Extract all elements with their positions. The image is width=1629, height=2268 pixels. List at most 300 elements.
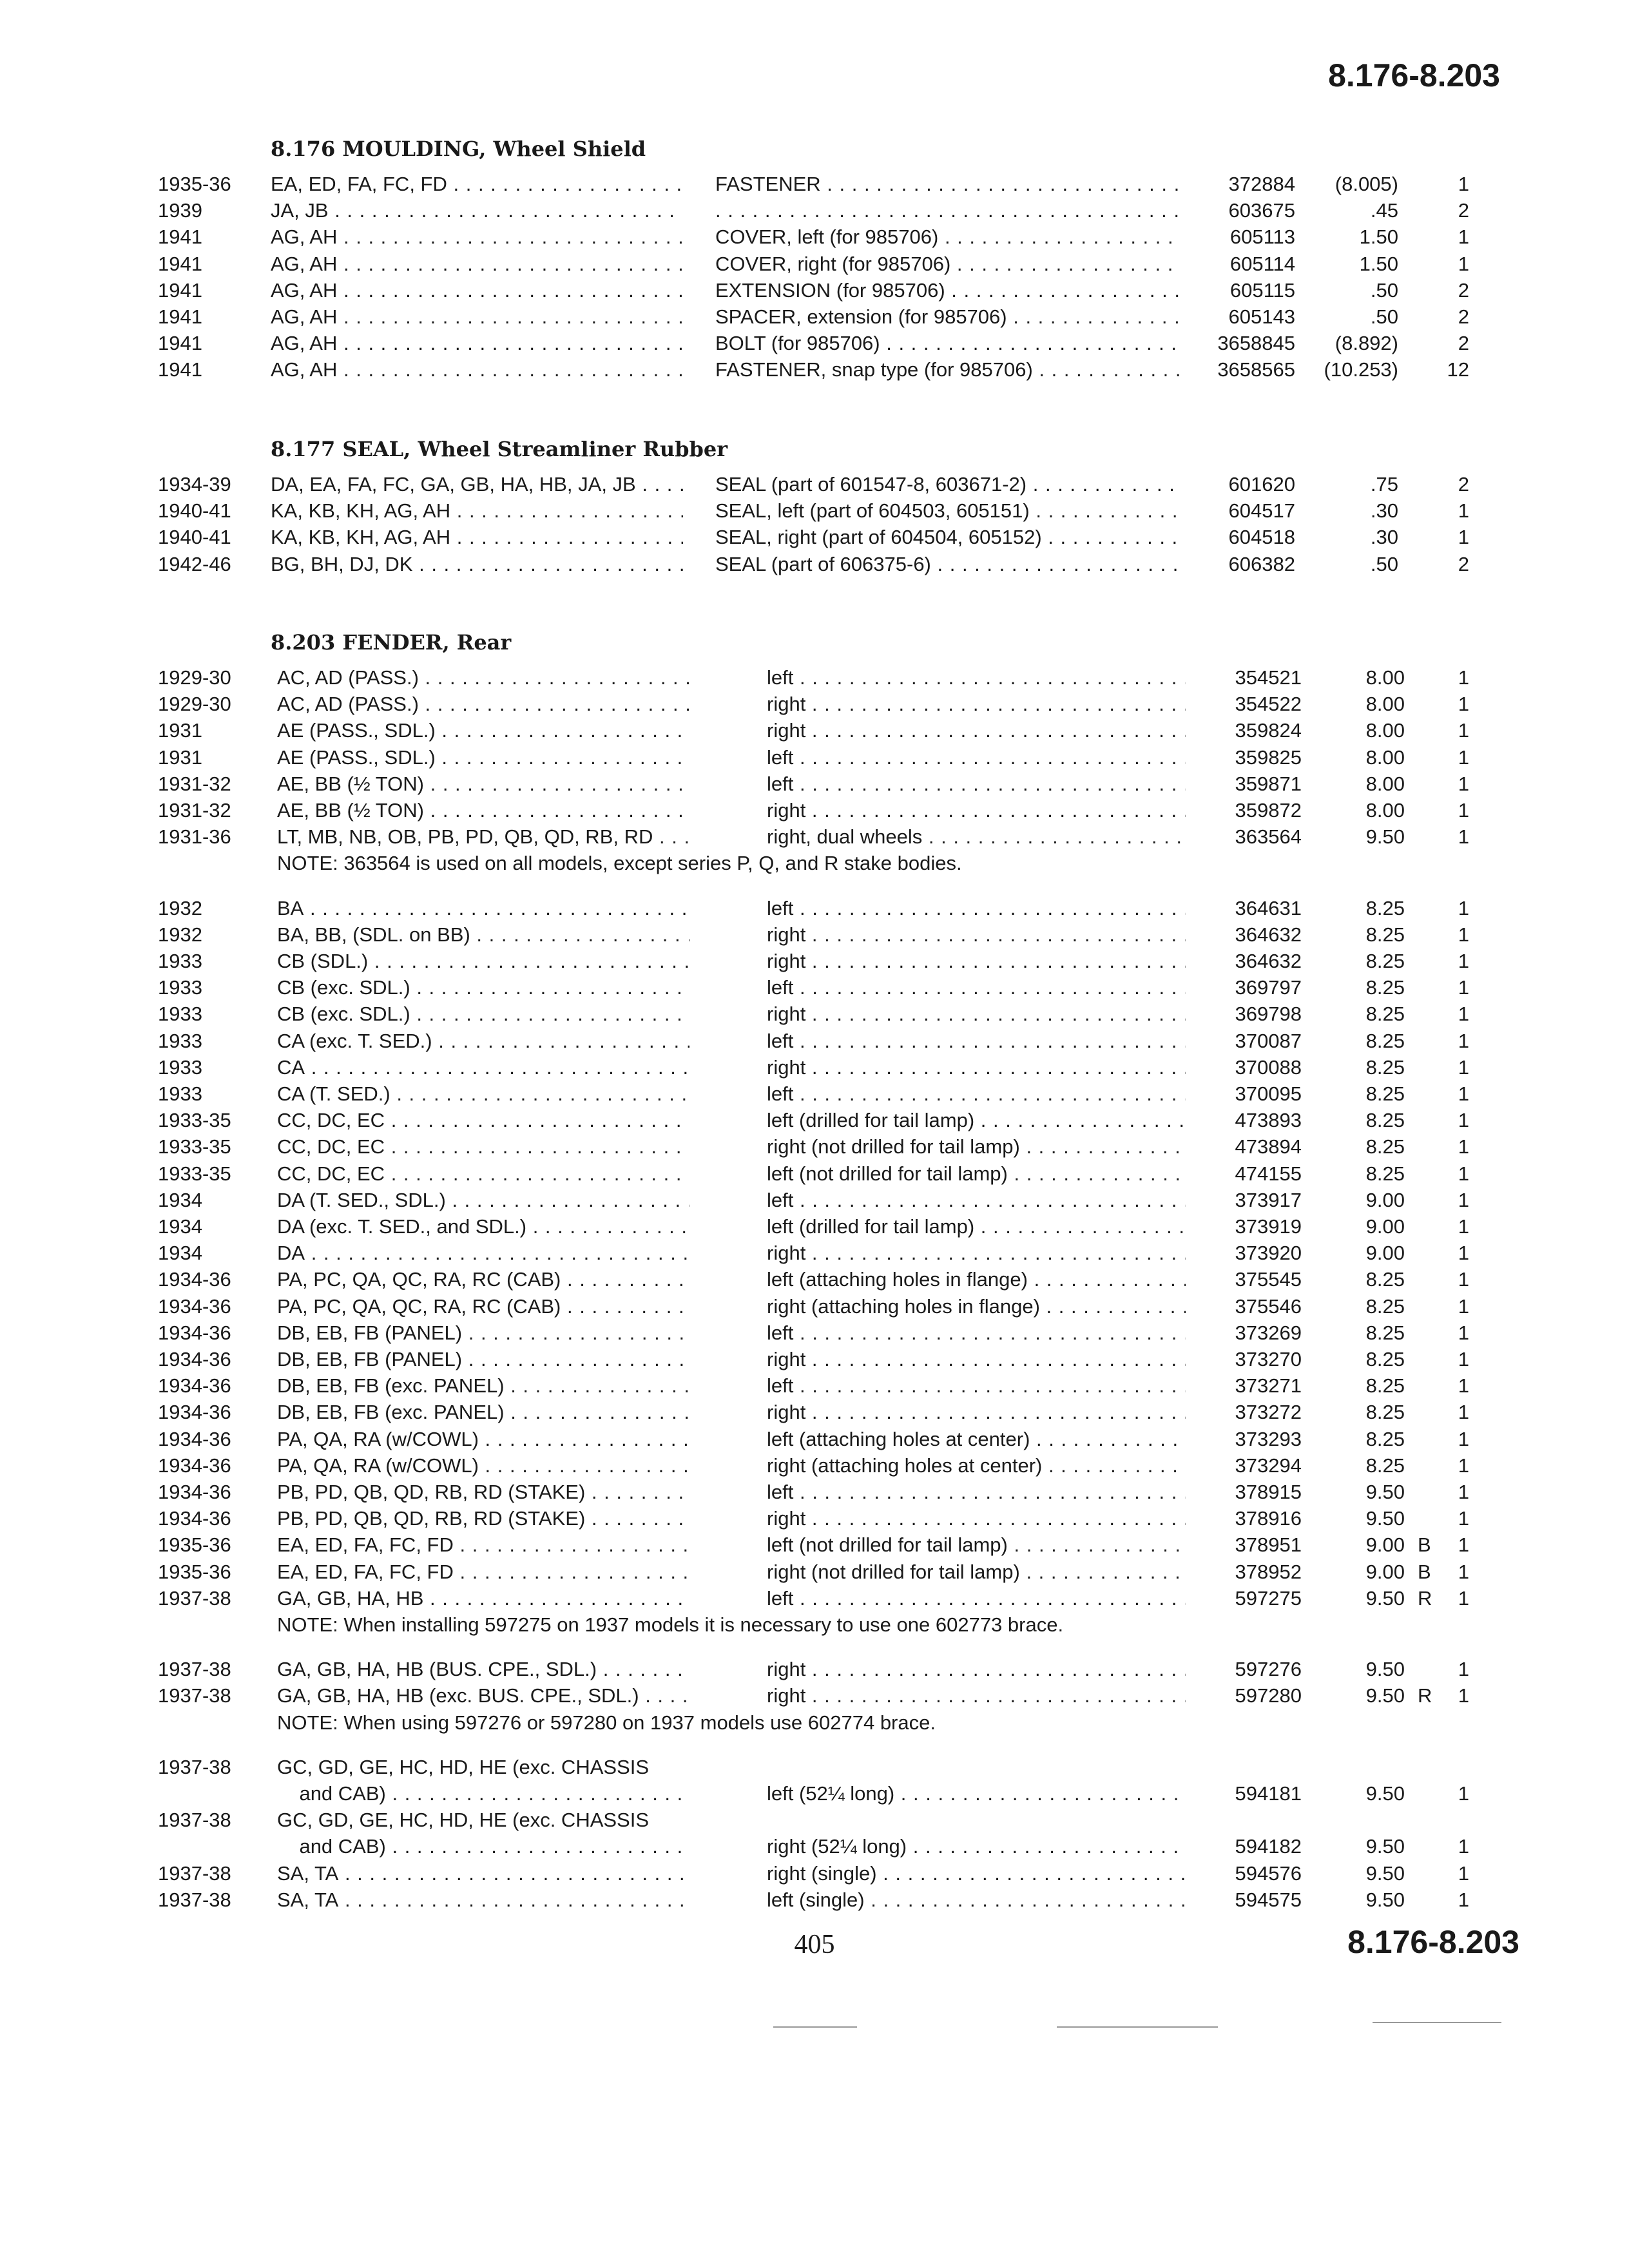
catalog-row	[0, 1782, 1629, 1808]
row-part-number: 473893	[1235, 1109, 1302, 1132]
row-models: SA, TA . . .	[277, 1862, 689, 1885]
row-part-number: 603675	[1228, 199, 1295, 222]
row-quantity: 1	[1458, 923, 1469, 946]
catalog-row	[0, 923, 1629, 949]
catalog-row	[0, 226, 1629, 251]
row-price: 9.50	[1365, 1888, 1405, 1911]
row-part-number: 594182	[1235, 1835, 1302, 1858]
row-flag: R	[1418, 1586, 1432, 1610]
row-models: PB, PD, QB, QD, RB, RD (STAKE) . . .	[277, 1481, 689, 1504]
row-quantity: 2	[1458, 552, 1469, 575]
row-description: left . . .	[767, 1321, 1186, 1345]
row-price: 9.50	[1365, 1782, 1405, 1805]
row-models: LT, MB, NB, OB, PB, PD, QB, QD, RB, RD . . .	[277, 825, 689, 849]
catalog-row	[0, 950, 1629, 975]
row-quantity: 1	[1458, 976, 1469, 999]
catalog-row	[0, 1321, 1629, 1347]
row-year: 1941	[158, 226, 202, 249]
catalog-row	[0, 1348, 1629, 1374]
row-year: 1941	[158, 358, 202, 381]
catalog-row	[0, 1835, 1629, 1861]
row-price: 8.25	[1365, 1003, 1405, 1026]
row-price: 9.50	[1365, 1586, 1405, 1610]
row-description: COVER, left (for 985706) . . .	[715, 226, 1179, 249]
row-description: left . . .	[767, 773, 1186, 796]
row-year: 1931	[158, 745, 202, 769]
catalog-row	[0, 1189, 1629, 1215]
row-quantity: 1	[1458, 1481, 1469, 1503]
row-part-number: 604518	[1228, 526, 1295, 549]
row-description: left (52¼ long) . . .	[767, 1782, 1186, 1805]
row-part-number: 606382	[1228, 552, 1295, 575]
row-year: 1942-46	[158, 552, 231, 575]
row-year: 1934-36	[158, 1348, 231, 1370]
row-quantity: 1	[1458, 1294, 1469, 1318]
row-models: PA, PC, QA, QC, RA, RC (CAB) . . .	[277, 1268, 689, 1291]
row-year: 1931-36	[158, 825, 231, 849]
row-models: GA, GB, HA, HB (BUS. CPE., SDL.) . . .	[277, 1658, 689, 1681]
row-description: left (single) . . .	[767, 1888, 1186, 1912]
row-models: PA, QA, RA (w/COWL) . . .	[277, 1454, 689, 1477]
row-part-number: 597275	[1235, 1586, 1302, 1610]
catalog-row	[0, 1587, 1629, 1613]
row-year: 1933	[158, 1003, 202, 1026]
row-description: left . . .	[767, 897, 1186, 920]
row-year: 1933	[158, 1082, 202, 1105]
catalog-row	[0, 1030, 1629, 1055]
row-quantity: 1	[1458, 1321, 1469, 1344]
row-models: and CAB) . . .	[277, 1782, 689, 1805]
row-part-number: 369797	[1235, 976, 1302, 999]
row-price: .30	[1370, 499, 1398, 523]
row-part-number: 373271	[1235, 1374, 1302, 1398]
row-year: 1931	[158, 719, 202, 742]
row-quantity: 1	[1458, 825, 1469, 849]
row-quantity: 1	[1458, 1586, 1469, 1610]
row-quantity: 1	[1458, 1268, 1469, 1291]
catalog-row	[0, 825, 1629, 851]
row-quantity: 1	[1458, 799, 1469, 822]
row-models: GA, GB, HA, HB (exc. BUS. CPE., SDL.) . . .	[277, 1684, 689, 1707]
catalog-row	[0, 253, 1629, 278]
row-price: 8.25	[1365, 1374, 1405, 1398]
row-description: SEAL, right (part of 604504, 605152) . . .	[715, 526, 1179, 549]
row-quantity: 2	[1458, 473, 1469, 495]
row-description: right (attaching holes at center) . . .	[767, 1454, 1186, 1477]
row-price: .50	[1370, 305, 1398, 328]
row-price: 8.25	[1365, 1135, 1405, 1158]
row-year: 1934-36	[158, 1427, 231, 1450]
row-part-number: 605143	[1228, 305, 1295, 328]
row-quantity: 1	[1458, 499, 1469, 523]
catalog-row	[0, 1507, 1629, 1533]
row-description: FASTENER . . .	[715, 173, 1179, 196]
row-price: 9.50	[1365, 825, 1405, 849]
row-flag: B	[1418, 1560, 1431, 1583]
row-models: AE (PASS., SDL.) . . .	[277, 746, 689, 769]
row-description: left . . .	[767, 1587, 1186, 1610]
row-models: DB, EB, FB (PANEL) . . .	[277, 1348, 689, 1371]
row-quantity: 1	[1458, 1888, 1469, 1911]
catalog-row	[0, 1162, 1629, 1188]
row-quantity: 2	[1458, 199, 1469, 222]
row-models: CC, DC, EC . . .	[277, 1135, 689, 1158]
row-flag: B	[1418, 1533, 1431, 1557]
row-price: 8.25	[1365, 1109, 1405, 1132]
row-quantity: 1	[1458, 1055, 1469, 1079]
row-part-number: 373919	[1235, 1215, 1302, 1238]
row-price: 9.50	[1365, 1684, 1405, 1707]
row-models: BA, BB, (SDL. on BB) . . .	[277, 923, 689, 947]
row-price: 8.25	[1365, 976, 1405, 999]
row-year: 1940-41	[158, 499, 231, 523]
row-year: 1937-38	[158, 1586, 231, 1610]
row-part-number: 378915	[1235, 1481, 1302, 1503]
row-price: 8.00	[1365, 772, 1405, 795]
bottom-rule	[1057, 2026, 1218, 2028]
row-part-number: 594576	[1235, 1861, 1302, 1885]
catalog-row	[0, 897, 1629, 923]
row-models: CC, DC, EC . . .	[277, 1109, 689, 1132]
row-price: 8.25	[1365, 1348, 1405, 1370]
bottom-rule	[1373, 2022, 1501, 2023]
row-price: .50	[1370, 552, 1398, 575]
row-quantity: 1	[1458, 173, 1469, 195]
row-price: 8.25	[1365, 950, 1405, 972]
row-part-number: 3658565	[1217, 358, 1295, 381]
row-price: (8.005)	[1335, 173, 1398, 195]
row-year: 1937-38	[158, 1809, 231, 1832]
row-part-number: 373272	[1235, 1401, 1302, 1424]
row-description: left . . .	[767, 976, 1186, 999]
catalog-note: NOTE: When using 597276 or 597280 on 1937 models use 602774 brace.	[277, 1711, 936, 1734]
row-description: right . . .	[767, 1056, 1186, 1079]
row-description: right . . .	[767, 1658, 1186, 1681]
row-part-number: 373270	[1235, 1348, 1302, 1370]
row-description: right . . .	[767, 923, 1186, 947]
row-description: right . . .	[767, 719, 1186, 742]
catalog-row	[0, 526, 1629, 552]
row-models: AE, BB (½ TON) . . .	[277, 799, 689, 822]
row-price: 9.00	[1365, 1188, 1405, 1211]
catalog-row	[0, 1215, 1629, 1241]
row-year: 1937-38	[158, 1658, 231, 1681]
row-quantity: 1	[1458, 1215, 1469, 1238]
catalog-row	[0, 473, 1629, 499]
row-description: left (not drilled for tail lamp) . . .	[767, 1162, 1186, 1186]
row-price: 8.00	[1365, 799, 1405, 822]
row-part-number: 373293	[1235, 1427, 1302, 1450]
row-models: BG, BH, DJ, DK . . .	[271, 553, 683, 576]
row-year: 1933-35	[158, 1162, 231, 1185]
row-quantity: 1	[1458, 896, 1469, 919]
row-year: 1939	[158, 199, 202, 222]
catalog-row	[0, 976, 1629, 1002]
row-quantity: 1	[1458, 1082, 1469, 1105]
row-description: SEAL, left (part of 604503, 605151) . . .	[715, 499, 1179, 523]
row-year: 1937-38	[158, 1684, 231, 1707]
row-quantity: 12	[1447, 358, 1469, 381]
row-models: and CAB) . . .	[277, 1835, 689, 1858]
row-part-number: 378952	[1235, 1560, 1302, 1583]
catalog-row	[0, 279, 1629, 305]
row-description: left . . .	[767, 666, 1186, 689]
row-price: 1.50	[1359, 226, 1398, 249]
row-year: 1934-36	[158, 1321, 231, 1344]
catalog-row	[0, 553, 1629, 579]
page-number: 405	[794, 1930, 835, 1959]
row-year: 1937-38	[158, 1888, 231, 1911]
row-part-number: 369798	[1235, 1003, 1302, 1026]
row-description: left . . .	[767, 1189, 1186, 1212]
row-quantity: 2	[1458, 305, 1469, 328]
catalog-row	[0, 1082, 1629, 1108]
row-models: DB, EB, FB (PANEL) . . .	[277, 1321, 689, 1345]
row-year: 1932	[158, 896, 202, 919]
row-part-number: 605113	[1229, 226, 1295, 249]
row-models: AG, AH . . .	[271, 332, 683, 355]
row-description: BOLT (for 985706) . . .	[715, 332, 1179, 355]
row-description: right . . .	[767, 1507, 1186, 1530]
row-models: AG, AH . . .	[271, 358, 683, 381]
catalog-row	[0, 199, 1629, 225]
row-year: 1931-32	[158, 799, 231, 822]
row-description: right . . .	[767, 1242, 1186, 1265]
row-models: PA, QA, RA (w/COWL) . . .	[277, 1428, 689, 1451]
row-quantity: 1	[1458, 252, 1469, 275]
row-part-number: 373917	[1235, 1188, 1302, 1211]
row-quantity: 1	[1458, 526, 1469, 549]
row-models: AC, AD (PASS.) . . .	[277, 666, 689, 689]
row-year: 1934	[158, 1188, 202, 1211]
row-year: 1934-36	[158, 1294, 231, 1318]
row-part-number: 373294	[1235, 1454, 1302, 1477]
row-price: 8.25	[1365, 1162, 1405, 1185]
row-description: left . . .	[767, 1082, 1186, 1106]
row-part-number: 3658845	[1217, 332, 1295, 355]
row-price: 8.00	[1365, 666, 1405, 689]
row-models: DA . . .	[277, 1242, 689, 1265]
row-models: DA (exc. T. SED., and SDL.) . . .	[277, 1215, 689, 1238]
row-part-number: 359872	[1235, 799, 1302, 822]
row-part-number: 354521	[1235, 666, 1302, 689]
row-description: FASTENER, snap type (for 985706) . . .	[715, 358, 1179, 381]
row-part-number: 373269	[1235, 1321, 1302, 1344]
catalog-row	[0, 305, 1629, 331]
row-description: EXTENSION (for 985706) . . .	[715, 279, 1179, 302]
row-models: DA, EA, FA, FC, GA, GB, HA, HB, JA, JB . . .	[271, 473, 683, 496]
row-part-number: 364632	[1235, 923, 1302, 946]
row-description: left (attaching holes at center) . . .	[767, 1428, 1186, 1451]
row-models: CB (exc. SDL.) . . .	[277, 1003, 689, 1026]
footer-range: 8.176-8.203	[1347, 1924, 1519, 1960]
row-price: 8.25	[1365, 1055, 1405, 1079]
catalog-row	[0, 693, 1629, 718]
row-quantity: 1	[1458, 772, 1469, 795]
row-models: CC, DC, EC . . .	[277, 1162, 689, 1186]
row-part-number: 605115	[1229, 278, 1295, 302]
row-quantity: 1	[1458, 1109, 1469, 1132]
row-year: 1934-36	[158, 1401, 231, 1424]
row-part-number: 601620	[1228, 473, 1295, 495]
row-models: DA (T. SED., SDL.) . . .	[277, 1189, 689, 1212]
row-models: CB (SDL.) . . .	[277, 950, 689, 973]
row-price: 8.25	[1365, 1401, 1405, 1424]
row-models: AG, AH . . .	[271, 226, 683, 249]
row-description: right . . .	[767, 799, 1186, 822]
row-models: GC, GD, GE, HC, HD, HE (exc. CHASSIS	[277, 1755, 650, 1778]
row-price: 9.50	[1365, 1507, 1405, 1530]
row-price: (8.892)	[1335, 332, 1398, 355]
row-quantity: 1	[1458, 1835, 1469, 1858]
row-models: EA, ED, FA, FC, FD . . .	[271, 173, 683, 196]
catalog-row	[0, 1295, 1629, 1321]
catalog-row	[0, 1533, 1629, 1559]
row-description: right (attaching holes in flange) . . .	[767, 1295, 1186, 1318]
row-part-number: 370088	[1235, 1055, 1302, 1079]
row-part-number: 375546	[1235, 1294, 1302, 1318]
row-models: KA, KB, KH, AG, AH . . .	[271, 499, 683, 523]
row-quantity: 1	[1458, 1242, 1469, 1265]
catalog-row	[0, 1756, 1629, 1782]
row-year: 1933	[158, 1055, 202, 1079]
row-price: 8.00	[1365, 693, 1405, 716]
row-models: DB, EB, FB (exc. PANEL) . . .	[277, 1374, 689, 1398]
row-price: 9.00	[1365, 1242, 1405, 1265]
row-year: 1934-39	[158, 473, 231, 495]
catalog-row	[0, 1481, 1629, 1506]
catalog-row	[0, 1109, 1629, 1135]
row-quantity: 1	[1458, 1029, 1469, 1052]
row-part-number: 370087	[1235, 1029, 1302, 1052]
catalog-row	[0, 719, 1629, 745]
row-flag: R	[1418, 1684, 1432, 1707]
row-quantity: 1	[1458, 719, 1469, 742]
row-quantity: 1	[1458, 693, 1469, 716]
row-models: AG, AH . . .	[271, 279, 683, 302]
row-price: (10.253)	[1324, 358, 1398, 381]
row-year: 1934	[158, 1242, 202, 1265]
row-quantity: 1	[1458, 1162, 1469, 1185]
row-quantity: 1	[1458, 1861, 1469, 1885]
row-quantity: 1	[1458, 1374, 1469, 1398]
row-year: 1941	[158, 332, 202, 355]
row-description: left . . .	[767, 746, 1186, 769]
row-year: 1935-36	[158, 1560, 231, 1583]
row-models: CB (exc. SDL.) . . .	[277, 976, 689, 999]
row-price: 8.25	[1365, 1321, 1405, 1344]
row-year: 1929-30	[158, 693, 231, 716]
catalog-row	[0, 1374, 1629, 1400]
row-description: left . . .	[767, 1030, 1186, 1053]
row-models: JA, JB . . .	[271, 199, 683, 222]
row-description: left . . .	[767, 1374, 1186, 1398]
row-part-number: 594575	[1235, 1888, 1302, 1911]
row-year: 1934	[158, 1215, 202, 1238]
row-description: right, dual wheels . . .	[767, 825, 1186, 849]
row-part-number: 375545	[1235, 1268, 1302, 1291]
catalog-row	[0, 332, 1629, 358]
row-part-number: 474155	[1235, 1162, 1302, 1185]
row-models: AG, AH . . .	[271, 253, 683, 276]
row-description: left . . .	[767, 1481, 1186, 1504]
row-models: CA (T. SED.) . . .	[277, 1082, 689, 1106]
row-description: left (drilled for tail lamp) . . .	[767, 1109, 1186, 1132]
row-description: right . . .	[767, 1684, 1186, 1707]
catalog-note: NOTE: When installing 597275 on 1937 models it is necessary to use one 602773 brace.	[277, 1613, 1064, 1636]
row-price: 8.25	[1365, 1294, 1405, 1318]
row-part-number: 597276	[1235, 1658, 1302, 1681]
catalog-row	[0, 1135, 1629, 1161]
row-quantity: 1	[1458, 1533, 1469, 1557]
row-models: CA . . .	[277, 1056, 689, 1079]
row-year: 1929-30	[158, 666, 231, 689]
row-part-number: 473894	[1235, 1135, 1302, 1158]
row-description: SEAL (part of 606375-6) . . .	[715, 553, 1179, 576]
row-quantity: 1	[1458, 1003, 1469, 1026]
row-price: .30	[1370, 526, 1398, 549]
catalog-row	[0, 1888, 1629, 1914]
row-part-number: 359824	[1235, 719, 1302, 742]
row-description: right . . .	[767, 1003, 1186, 1026]
row-quantity: 1	[1458, 1188, 1469, 1211]
row-year: 1933-35	[158, 1109, 231, 1132]
row-models: GA, GB, HA, HB . . .	[277, 1587, 689, 1610]
row-year: 1941	[158, 305, 202, 328]
catalog-row	[0, 1809, 1629, 1834]
row-quantity: 2	[1458, 278, 1469, 302]
row-description: SEAL (part of 601547-8, 603671-2) . . .	[715, 473, 1179, 496]
row-year: 1935-36	[158, 173, 231, 195]
row-year: 1941	[158, 278, 202, 302]
row-description: right (52¼ long) . . .	[767, 1835, 1186, 1858]
row-price: 8.00	[1365, 745, 1405, 769]
catalog-row	[0, 358, 1629, 384]
row-price: 1.50	[1359, 252, 1398, 275]
catalog-row	[0, 1056, 1629, 1082]
row-part-number: 594181	[1235, 1782, 1302, 1805]
section-title: 8.176 MOULDING, Wheel Shield	[271, 137, 646, 161]
row-year: 1934-36	[158, 1268, 231, 1291]
catalog-row	[0, 799, 1629, 825]
row-part-number: 370095	[1235, 1082, 1302, 1105]
row-quantity: 1	[1458, 745, 1469, 769]
row-quantity: 1	[1458, 226, 1469, 249]
row-models: BA . . .	[277, 897, 689, 920]
row-year: 1937-38	[158, 1755, 231, 1778]
row-price: 8.25	[1365, 1268, 1405, 1291]
row-quantity: 1	[1458, 1684, 1469, 1707]
row-quantity: 1	[1458, 950, 1469, 972]
row-price: 8.00	[1365, 719, 1405, 742]
row-year: 1932	[158, 923, 202, 946]
row-description: COVER, right (for 985706) . . .	[715, 253, 1179, 276]
row-part-number: 378951	[1235, 1533, 1302, 1557]
row-price: 9.50	[1365, 1835, 1405, 1858]
row-year: 1934-36	[158, 1454, 231, 1477]
catalog-row	[0, 1561, 1629, 1586]
row-price: 9.00	[1365, 1533, 1405, 1557]
row-description: right (not drilled for tail lamp) . . .	[767, 1561, 1186, 1584]
catalog-row	[0, 173, 1629, 198]
row-year: 1937-38	[158, 1861, 231, 1885]
row-models: AE, BB (½ TON) . . .	[277, 773, 689, 796]
catalog-row	[0, 746, 1629, 772]
row-part-number: 359871	[1235, 772, 1302, 795]
row-part-number: 359825	[1235, 745, 1302, 769]
section-title: 8.177 SEAL, Wheel Streamliner Rubber	[271, 437, 728, 461]
row-price: 9.50	[1365, 1658, 1405, 1681]
